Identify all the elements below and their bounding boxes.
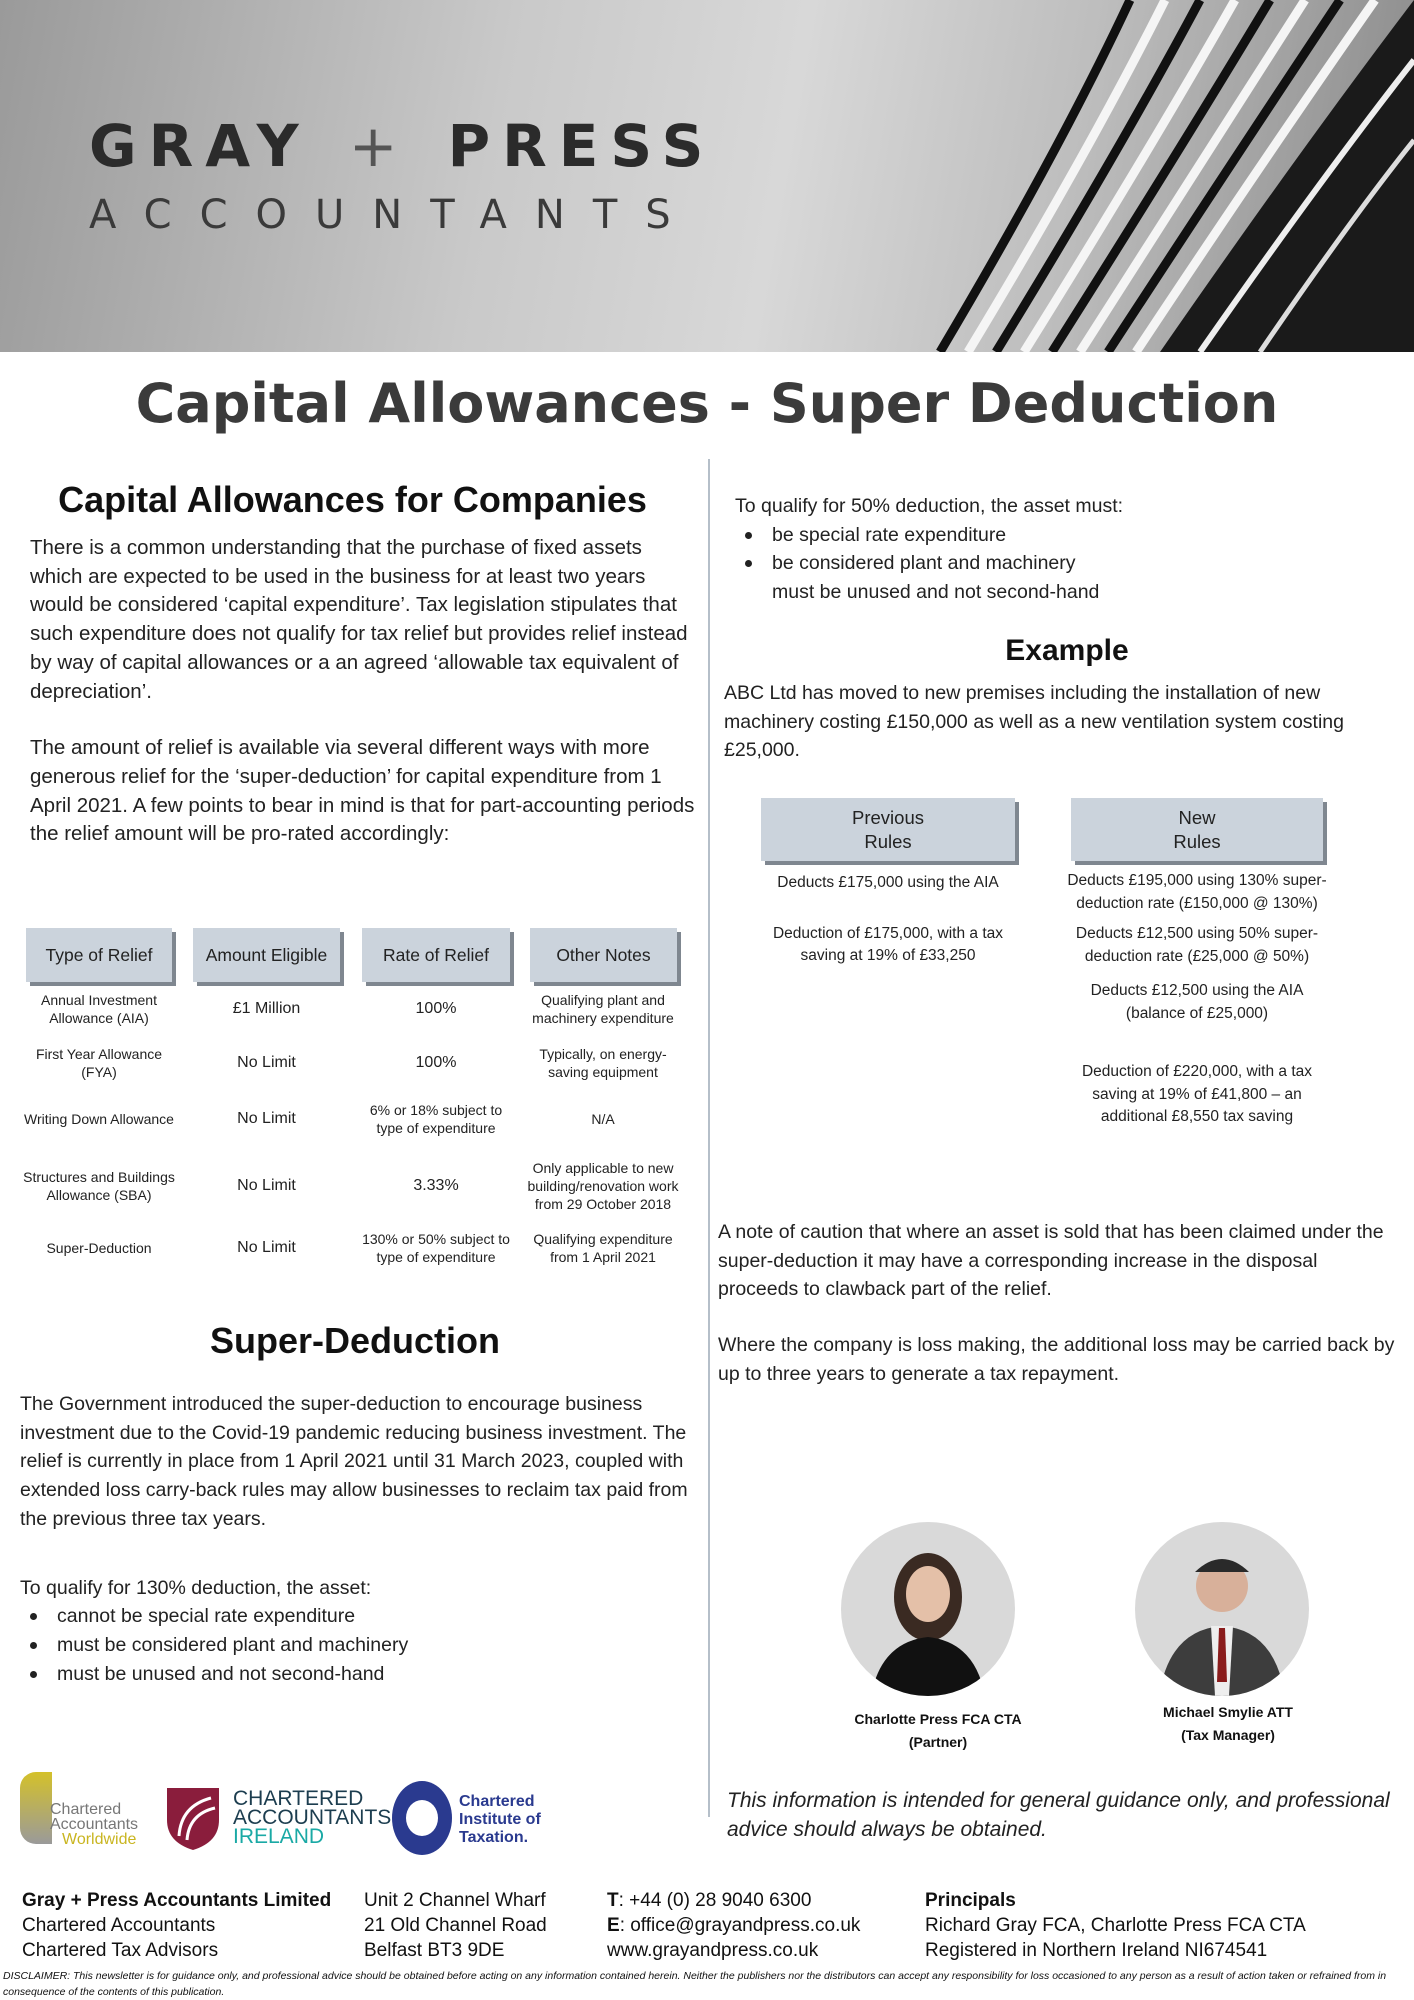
chartered-institute-of-taxation-logo [392, 1781, 552, 1855]
brand-gray: GRAY [89, 112, 311, 180]
table-cell: First Year Allowance (FYA) [35, 1046, 163, 1080]
table-cell: No Limit [237, 1177, 296, 1194]
footer-company [22, 1888, 331, 1963]
phone-label: T [607, 1890, 619, 1911]
previous-rules-list [765, 872, 1011, 968]
relief-paragraph: The amount of relief is available via several different ways with more generous relief for the ‘super-deduction’ for capital expenditure from 1 April 2021. A few points to bear in mind is that for part-accounting periods the relief amount will be pro-rated accordingly: [30, 736, 695, 846]
previous-rules-header [761, 798, 1015, 861]
footer-address [364, 1888, 547, 1963]
table-cell: 6% or 18% subject to type of expenditure [369, 1102, 503, 1136]
super-deduction-section [20, 1318, 690, 1688]
table-cell: 130% or 50% subject to type of expenditure [362, 1231, 510, 1265]
footer-text: Registered in Northern Ireland NI674541 [925, 1940, 1268, 1961]
table-cell: No Limit [237, 1110, 296, 1127]
person-icon [1135, 1522, 1309, 1696]
table-cell: Annual Investment Allowance (AIA) [41, 992, 157, 1026]
header-line: New [1178, 806, 1216, 828]
table-header-rate: Rate of Relief [362, 928, 510, 982]
principals-label: Principals [925, 1890, 1016, 1911]
photo-michael-smylie [1135, 1522, 1309, 1696]
caution-paragraph: A note of caution that where an asset is sold that has been claimed under the super-deduction it may have a corresponding increase in the disposal proceeds to clawback part of the relief. [718, 1221, 1384, 1301]
previous-rule-item: Deducts £175,000 using the AIA [777, 874, 999, 891]
new-rule-item: Deduction of £220,000, with a tax saving at 19% of £41,800 – an additional £8,550 tax saving [1081, 1063, 1313, 1125]
q50-intro: To qualify for 50% deduction, the asset must: [735, 495, 1124, 517]
table-cell: 100% [415, 1054, 457, 1071]
table-cell: No Limit [237, 1054, 296, 1071]
crest-icon [165, 1786, 221, 1850]
new-rule-item: Deducts £195,000 using 130% super-deduction rate (£150,000 @ 130%) [1067, 872, 1327, 912]
header-line: Rules [864, 830, 912, 852]
address-line: Unit 2 Channel Wharf [364, 1890, 546, 1911]
loss-paragraph: Where the company is loss making, the additional loss may be carried back by up to three years to generate a tax repayment. [718, 1334, 1395, 1385]
table-cell: Only applicable to new building/renovation work from 29 October 2018 [527, 1160, 679, 1212]
email[interactable] [607, 1913, 860, 1938]
section-heading-super-deduction: Super-Deduction [209, 1320, 500, 1361]
person-icon [841, 1522, 1015, 1696]
new-rule-item: Deducts £12,500 using the AIA (balance of £25,000) [1090, 982, 1304, 1022]
table-cell: £1 Million [232, 1000, 301, 1017]
example-heading: Example [1005, 633, 1129, 667]
previous-rule-item: Deduction of £175,000, with a tax saving at 19% of £33,250 [772, 924, 1004, 964]
table-header-amount: Amount Eligible [193, 928, 340, 982]
q130-item: must be unused and not second-hand [20, 1660, 690, 1689]
table-cell: 100% [415, 1000, 457, 1017]
intro-paragraph: There is a common understanding that the purchase of fixed assets which are expected to be used in the business for at least two years would be considered ‘capital expenditure’. Tax legislation stipulates that such expenditure does not qualify for tax relief but provides relief instead by way of capital allowances or a an agreed ‘allowable tax equivalent of depreciation’. [30, 536, 688, 703]
company-name: Gray + Press Accountants Limited [22, 1890, 332, 1911]
closing-notes [718, 1218, 1403, 1389]
new-rules-list [1067, 870, 1327, 1129]
example-paragraph: ABC Ltd has moved to new premises including the installation of new machinery costing £150,000 as well as a new ventilation system costing £25,000. [724, 681, 1344, 762]
logo-text: Chartered [50, 1801, 122, 1818]
brand-logo-name [89, 112, 715, 180]
chartered-accountants-ireland-logo [165, 1786, 392, 1850]
photo-charlotte-press [841, 1522, 1015, 1696]
address-line: Belfast BT3 9DE [364, 1940, 505, 1961]
brand-logo-subtitle: ACCOUNTANTS [89, 192, 699, 238]
header-line: Rules [1173, 830, 1221, 852]
q50-item: must be unused and not second-hand [772, 581, 1100, 604]
disclaimer: DISCLAIMER: This newsletter is for guidance only, and professional advice should be obtained before acting on any information contained herein. Neither the publishers nor the distributors can accept any responsibility for loss occasioned to any person as a result of action taken or refrained from in consequence of the contents of this publication. [3, 1970, 1387, 1998]
q130-item: must be considered plant and machinery [20, 1631, 690, 1660]
footer-text: Richard Gray FCA, Charlotte Press FCA CTA [925, 1915, 1306, 1936]
capital-allowances-section [30, 478, 695, 849]
logo-text: ACCOUNTANTS [233, 1806, 392, 1829]
table-cell: N/A [591, 1111, 615, 1127]
table-header-type: Type of Relief [26, 928, 172, 982]
table-cell: Structures and Buildings Allowance (SBA) [23, 1169, 175, 1203]
footer-text: Chartered Accountants [22, 1915, 216, 1936]
person-role: (Partner) [908, 1734, 968, 1750]
table-cell: Writing Down Allowance [24, 1111, 174, 1127]
email-label: E [607, 1915, 620, 1936]
website-link[interactable]: www.grayandpress.co.uk [607, 1940, 819, 1961]
footer-contact [607, 1888, 860, 1963]
table-cell: Super-Deduction [46, 1240, 152, 1256]
logo-text: Worldwide [62, 1831, 137, 1848]
logo-text: Taxation. [459, 1829, 529, 1846]
person-name: Charlotte Press FCA CTA [854, 1711, 1022, 1727]
phone-number: : +44 (0) 28 9040 6300 [618, 1890, 812, 1911]
chartered-accountants-worldwide-logo [20, 1772, 150, 1854]
brand-plus: + [348, 112, 410, 180]
example-section [724, 492, 1410, 765]
logo-text: IRELAND [233, 1825, 325, 1848]
header-line: Previous [852, 806, 924, 828]
column-divider [708, 459, 710, 1817]
table-cell: Typically, on energy-saving equipment [539, 1046, 667, 1080]
q130-block [20, 1574, 690, 1689]
q130-intro: To qualify for 130% deduction, the asset: [20, 1576, 372, 1599]
logo-text: Accountants [50, 1816, 139, 1833]
phone [607, 1888, 860, 1913]
header-banner-image [0, 0, 1414, 352]
person-charlotte [818, 1708, 1058, 1754]
footer-text: Chartered Tax Advisors [22, 1940, 219, 1961]
logo-text: CHARTERED [233, 1787, 364, 1810]
person-michael [1108, 1701, 1348, 1747]
address-line: 21 Old Channel Road [364, 1915, 547, 1936]
table-cell: Qualifying expenditure from 1 April 2021 [533, 1231, 673, 1265]
table-cell: 3.33% [413, 1177, 459, 1194]
guidance-note: This information is intended for general guidance only, and professional advice should always be obtained. [727, 1789, 1390, 1841]
table-header-notes: Other Notes [530, 928, 677, 982]
logo-text: Institute of [459, 1811, 541, 1828]
section-heading-capital-allowances: Capital Allowances for Companies [58, 479, 647, 520]
table-cell: Qualifying plant and machinery expenditure [532, 992, 674, 1026]
new-rule-item: Deducts £12,500 using 50% super-deduction rate (£25,000 @ 50%) [1075, 925, 1319, 965]
brand-press: PRESS [447, 112, 716, 180]
logo-text: Chartered [459, 1793, 535, 1810]
email-address[interactable]: : office@grayandpress.co.uk [619, 1915, 861, 1936]
footer-principals [925, 1888, 1306, 1963]
person-name: Michael Smylie ATT [1163, 1704, 1293, 1720]
table-cell: No Limit [237, 1239, 296, 1256]
new-rules-header [1071, 798, 1323, 861]
q50-item: be special rate expenditure [735, 521, 1410, 550]
super-deduction-paragraph: The Government introduced the super-deduction to encourage business investment due to the Covid-19 pandemic reducing business investment. The relief is currently in place from 1 April 2021 until 31 March 2023, coupled with extended loss carry-back rules may allow businesses to reclaim tax paid from the previous three tax years. [20, 1393, 688, 1530]
page-title: Capital Allowances - Super Deduction [135, 372, 1279, 435]
q50-item: be considered plant and machinery [735, 549, 1410, 578]
q50-block [735, 492, 1410, 607]
q130-item: cannot be special rate expenditure [20, 1602, 690, 1631]
person-role: (Tax Manager) [1181, 1727, 1275, 1743]
